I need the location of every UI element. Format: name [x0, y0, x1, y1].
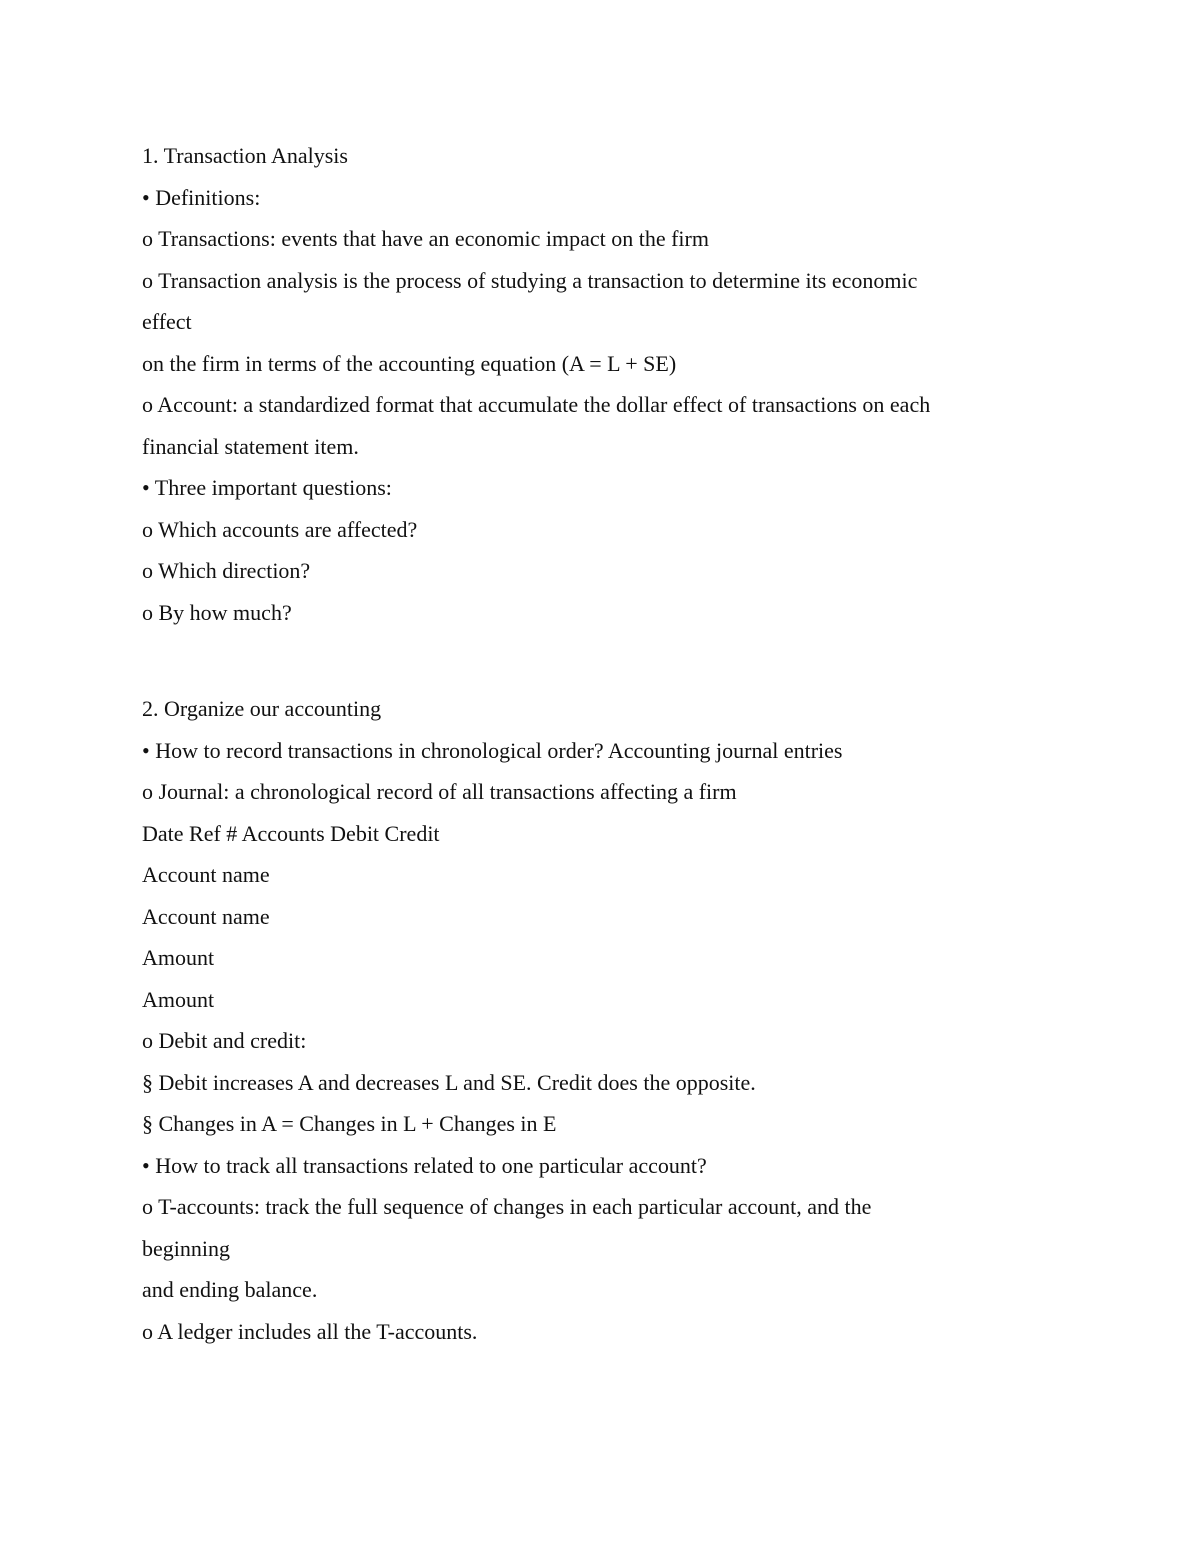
section-2-line: § Changes in A = Changes in L + Changes in E	[142, 1111, 557, 1136]
section-1-line: o Which accounts are affected?	[142, 516, 418, 542]
section-2-line: o Journal: a chronological record of all transactions affecting a firm	[142, 779, 737, 804]
section-2-line: • How to record transactions in chronological order? Accounting journal entries	[142, 737, 843, 763]
document-body	[142, 135, 1062, 1352]
section-2-line: § Debit increases A and decreases L and SE. Credit does the opposite.	[142, 1069, 756, 1095]
section-1-heading: 1. Transaction Analysis	[142, 143, 348, 168]
section-2-line: • How to track all transactions related to one particular account?	[142, 1152, 707, 1178]
section-2-line: Account name	[142, 862, 270, 887]
section-1-line: effect	[142, 309, 192, 334]
section-spacer	[142, 633, 1062, 688]
journal-header-row: Date Ref # Accounts Debit Credit	[142, 820, 440, 846]
section-1-line: • Definitions:	[142, 184, 261, 210]
section-1-line: o Transaction analysis is the process of studying a transaction to determine its economic	[142, 267, 918, 293]
section-2-line: o T-accounts: track the full sequence of changes in each particular account, and the	[142, 1194, 872, 1219]
section-2-line: Amount	[142, 986, 215, 1012]
section-1-line: o Which direction?	[142, 558, 311, 583]
section-1-line: financial statement item.	[142, 433, 359, 459]
section-2-line: Account name	[142, 903, 270, 929]
section-2-line: and ending balance.	[142, 1277, 318, 1302]
section-2-line: o A ledger includes all the T-accounts.	[142, 1318, 478, 1344]
section-1-line: o Account: a standardized format that accumulate the dollar effect of transactions on each	[142, 392, 931, 417]
section-1-line: o By how much?	[142, 599, 292, 625]
section-2-heading: 2. Organize our accounting	[142, 696, 382, 721]
section-2-line: beginning	[142, 1235, 230, 1261]
section-1-line: on the firm in terms of the accounting equation (A = L + SE)	[142, 350, 677, 376]
section-1-line: • Three important questions:	[142, 475, 392, 500]
section-2-line: Amount	[142, 945, 215, 970]
section-1-line: o Transactions: events that have an economic impact on the firm	[142, 226, 709, 251]
section-2-line: o Debit and credit:	[142, 1028, 307, 1053]
